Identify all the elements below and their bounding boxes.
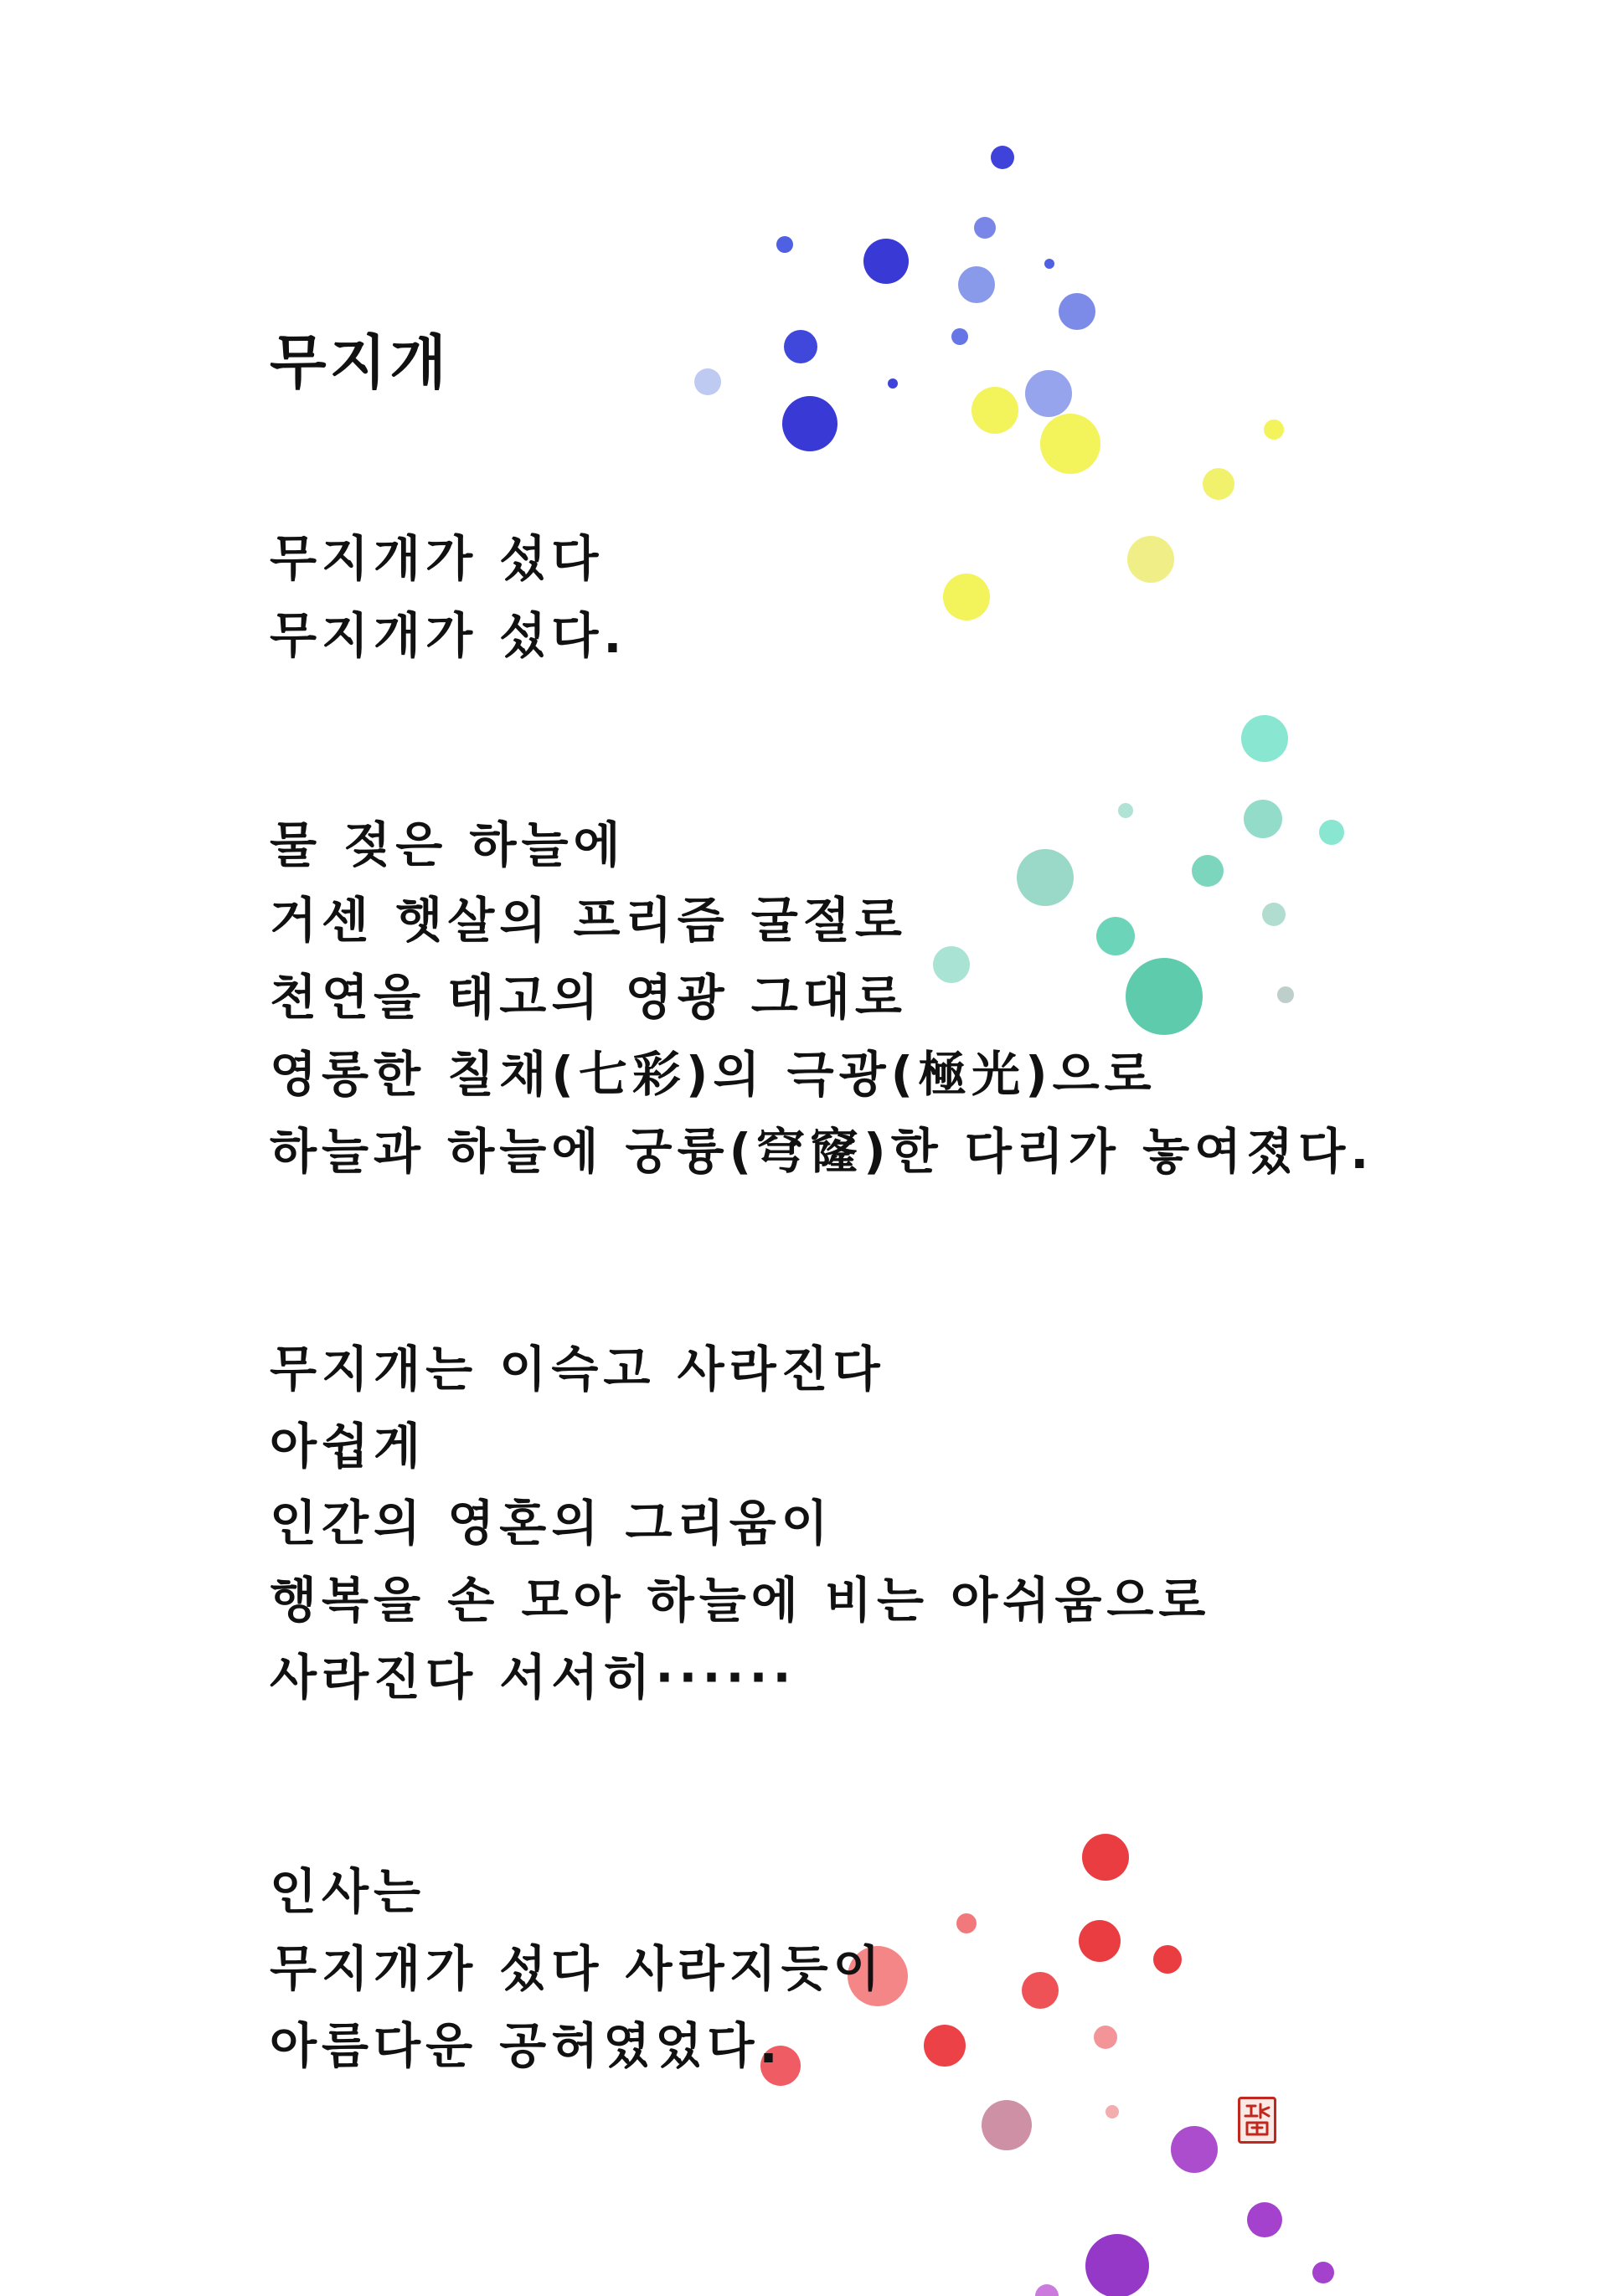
poem-line: 인간의 영혼의 그리움이 (270, 1495, 833, 1552)
poem-line: 아쉽게 (270, 1418, 426, 1475)
purple-dot-cluster (982, 2100, 1334, 2296)
yellow-dot-cluster (943, 387, 1284, 620)
artist-seal (1238, 2097, 1276, 2144)
poem-line: 무지개가 섰다. (270, 607, 627, 664)
poem-line: 행복을 손 모아 하늘에 비는 아쉬움으로 (270, 1572, 1211, 1629)
seal-mark-icon (1240, 2099, 1274, 2141)
poem-line: 무지개가 섰다 (270, 530, 604, 587)
poem-line: 하늘과 하늘에 궁륭(穹窿)한 다리가 놓여졌다. (270, 1123, 1374, 1180)
poem-line: 천연을 태고의 영광 그대로 (270, 969, 907, 1026)
poem-line: 무지개가 섰다 사라지듯이 (270, 1940, 885, 1997)
poem-line: 인사는 (270, 1863, 426, 1920)
poem-line: 물 젖은 하늘에 (270, 816, 626, 873)
poem-line: 아름다운 공허였었다. (270, 2017, 783, 2074)
poem-line: 영롱한 칠채(七彩)의 극광(極光)으로 (270, 1046, 1157, 1103)
teal-dot-cluster (933, 715, 1344, 1035)
poem-title: 무지개 (270, 328, 450, 397)
poem-line: 사라진다 서서히······ (270, 1649, 796, 1706)
poem-line: 거센 햇살의 프리즘 굴절로 (270, 892, 907, 949)
blue-dot-cluster (694, 146, 1095, 451)
poem-line: 무지개는 이슥고 사라진다 (270, 1341, 885, 1398)
